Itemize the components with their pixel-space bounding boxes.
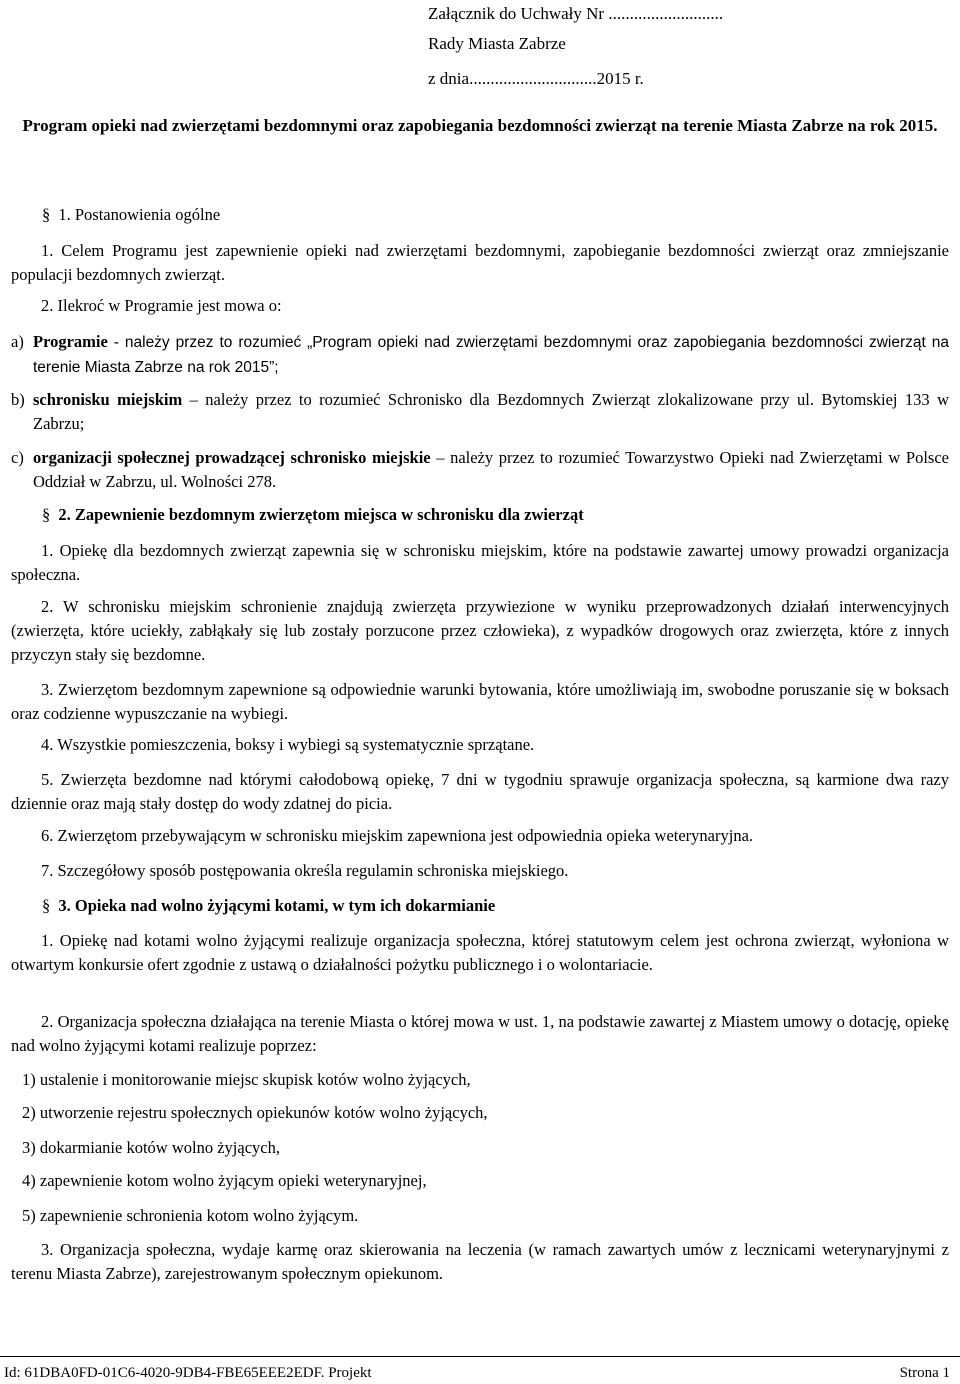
s2-paragraph-7: 7. Szczegółowy sposób postępowania określa regulamin schroniska miejskiego. [41, 861, 569, 880]
list-item: 3) dokarmianie kotów wolno żyjących, [22, 1138, 280, 1157]
list-item: 2) utworzenie rejestru społecznych opiekunów kotów wolno żyjących, [22, 1103, 488, 1122]
section-2-heading [42, 503, 584, 527]
s2-paragraph-3: 3. Zwierzętom bezdomnym zapewnione są odpowiednie warunki bytowania, które umożliwiają im, swobodne poruszanie się w boksach oraz codzienne wypuszczanie na wybiegi. [11, 680, 949, 723]
definition-a [11, 330, 949, 380]
document-title: Program opieki nad zwierzętami bezdomnymi oraz zapobiegania bezdomności zwierząt na terenie Miasta Zabrze na rok 2015. [22, 116, 938, 135]
s3-paragraph-2: 2. Organizacja społeczna działająca na terenie Miasta o której mowa w ust. 1, na podstawie zawartej z Miastem umowy o dotację, opiekę nad wolno żyjącymi kotami realizuje poprzez: [11, 1012, 949, 1055]
s1-paragraph-2: 2. Ilekroć w Programie jest mowa o: [41, 296, 282, 315]
section-1-heading [42, 203, 220, 227]
definition-c-text: – należy przez to rozumieć Towarzystwo Opieki nad Zwierzętami w Polsce Oddział w Zabrzu, ul. Wolności 278. [33, 448, 949, 491]
list-item: 4) zapewnienie kotom wolno żyjącym opieki weterynaryjnej, [22, 1171, 427, 1190]
footer-divider [0, 1356, 960, 1357]
definition-c [11, 446, 949, 494]
paragraph-symbol: § [42, 505, 51, 524]
s2-paragraph-5: 5. Zwierzęta bezdomne nad którymi całodobową opiekę, 7 dni w tygodniu sprawuje organizacja społeczna, są karmione dwa razy dziennie oraz mają stały dostęp do wody zdatnej do picia. [11, 770, 949, 813]
definition-a-term: Programie [33, 332, 108, 351]
s3-paragraph-3: 3. Organizacja społeczna, wydaje karmę oraz skierowania na leczenia (w ramach zawartych umów z lecznicami weterynaryjnymi z terenu Miasta Zabrze), zarejestrowanym społecznym opiekunom. [11, 1240, 949, 1283]
list-item: 5) zapewnienie schronienia kotom wolno żyjącym. [22, 1206, 359, 1225]
paragraph-symbol: § [42, 205, 51, 224]
section-3-title: 3. Opieka nad wolno żyjącymi kotami, w tym ich dokarmianie [58, 896, 496, 915]
s2-paragraph-1: 1. Opiekę dla bezdomnych zwierząt zapewnia się w schronisku miejskim, które na podstawie zawartej umowy prowadzi organizacja społeczna. [11, 541, 949, 584]
definition-c-term: organizacji społecznej prowadzącej schronisko miejskie [33, 448, 431, 467]
council-line: Rady Miasta Zabrze [428, 34, 566, 53]
page-number: Strona 1 [899, 1365, 950, 1381]
definition-a-label: a) [11, 332, 24, 351]
s2-paragraph-6: 6. Zwierzętom przebywającym w schronisku miejskim zapewniona jest odpowiednia opieka weterynaryjna. [41, 826, 754, 845]
s2-paragraph-2: 2. W schronisku miejskim schronienie znajdują zwierzęta przywiezione w wyniku przeprowadzonych działań interwencyjnych (zwierzęta, które uciekły, zabłąkały się lub zostały porzucone przez człowieka), z wypadków drogowych oraz zwierzęta, które z innych przyczyn stały się bezdomne. [11, 597, 949, 664]
definition-c-label: c) [11, 448, 24, 467]
document-id: Id: 61DBA0FD-01C6-4020-9DB4-FBE65EEE2EDF. Projekt [4, 1365, 372, 1381]
definition-b-label: b) [11, 390, 25, 409]
paragraph-symbol: § [42, 896, 51, 915]
section-1-title: 1. Postanowienia ogólne [58, 205, 221, 224]
s2-paragraph-4: 4. Wszystkie pomieszczenia, boksy i wybiegi są systematycznie sprzątane. [41, 735, 535, 754]
s1-paragraph-1: 1. Celem Programu jest zapewnienie opieki nad zwierzętami bezdomnymi, zapobieganie bezdomności zwierząt oraz zmniejszanie populacji bezdomnych zwierząt. [11, 241, 949, 284]
s3-paragraph-1: 1. Opiekę nad kotami wolno żyjącymi realizuje organizacja społeczna, której statutowym celem jest ochrona zwierząt, wyłoniona w otwartym konkursie ofert zgodnie z ustawą o działalności pożytku publicznego i o wolontariacie. [11, 931, 949, 974]
list-item: 1) ustalenie i monitorowanie miejsc skupisk kotów wolno żyjących, [22, 1070, 471, 1089]
definition-b-term: schronisku miejskim [33, 390, 183, 409]
definition-b [11, 388, 949, 436]
definition-b-text: – należy przez to rozumieć Schronisko dla Bezdomnych Zwierząt zlokalizowane przy ul. Bytomskiej 133 w Zabrzu; [33, 390, 949, 433]
attachment-line: Załącznik do Uchwały Nr ........................... [428, 4, 724, 23]
definition-a-text: - należy przez to rozumieć „Program opieki nad zwierzętami bezdomnymi oraz zapobiegania bezdomności zwierząt na terenie Miasta Zabrze na rok 2015”; [33, 334, 949, 376]
section-2-title: 2. Zapewnienie bezdomnym zwierzętom miejsca w schronisku dla zwierząt [58, 505, 584, 524]
section-3-heading [42, 894, 495, 918]
date-line: z dnia..............................2015 r. [428, 69, 644, 88]
